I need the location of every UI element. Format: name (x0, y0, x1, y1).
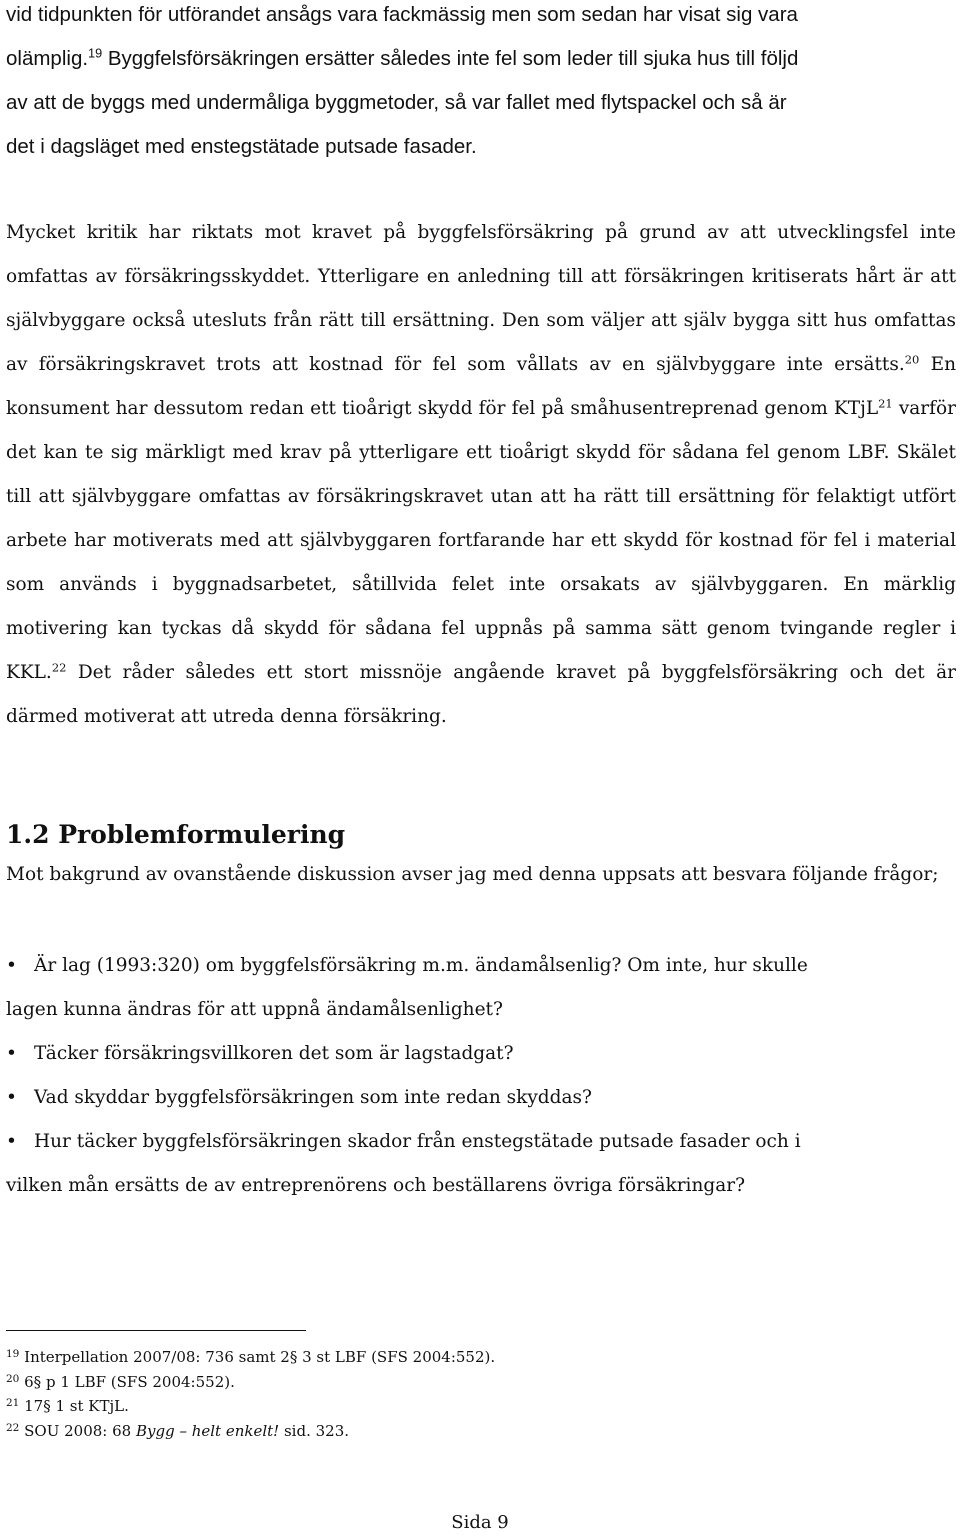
text-line: det i dagsläget med enstegstätade putsade fasader. (6, 135, 477, 158)
footnote-ref-19[interactable]: 19 (88, 45, 103, 61)
footnote-22: $^{22}$ SOU 2008: 68 Bygg – helt enkelt! sid. 323. (6, 1421, 350, 1440)
list-item: • Hur täcker byggfelsförsäkringen skador från enstegstätade putsade fasader och i vilken mån ersätts de av entreprenörens och beställarens övriga försäkringar? (6, 1120, 956, 1208)
footnote-19: $^{19}$ Interpellation 2007/08: 736 samt 2§ 3 st LBF (SFS 2004:552). (6, 1347, 496, 1366)
list-item: • Täcker försäkringsvillkoren det som är lagstadgat? (6, 1032, 956, 1076)
text-line: av att de byggs med undermåliga byggmetoder, så var fallet med flytspackel och så är (6, 91, 787, 114)
footnote-20: $^{20}$ 6§ p 1 LBF (SFS 2004:552). (6, 1372, 235, 1391)
top-paragraph (6, 0, 956, 169)
footnotes (6, 1345, 906, 1443)
footnote-ref-22[interactable]: 22 (51, 660, 67, 675)
footnote-ref-20[interactable]: 20 (904, 352, 920, 367)
footnote-21: $^{21}$ 17§ 1 st KTjL. (6, 1396, 129, 1415)
text-line: olämplig.$^{19}$ Byggfelsförsäkringen ersätter således inte fel som leder till sjuka hus till följd (6, 45, 799, 70)
section-intro: Mot bakgrund av ovanstående diskussion avser jag med denna uppsats att besvara följande frågor; (6, 864, 939, 885)
page-number: Sida 9 (451, 1512, 509, 1533)
footnote-divider (6, 1330, 306, 1331)
bullet-icon: • (6, 955, 17, 976)
body-paragraph: Mycket kritik har riktats mot kravet på byggfelsförsäkring på grund av att utvecklingsfel inte omfattas av försäkringsskyddet. Ytterligare en anledning till att försäkringen kritiserats hårt är att självbyggare också utesluts från rätt till ersättning. Den som väljer att själv bygga sitt hus omfattas av försäkringskravet trots att kostnad för fel som vållats av en självbyggare inte ersätts.$^{20}$ En konsument har dessutom redan ett tioårigt skydd för fel på småhusentreprenad genom KTjL$^{21}$ varför det kan te sig märkligt med krav på ytterligare ett tioårigt skydd för sådana fel genom LBF. Skälet till att självbyggare omfattas av försäkringskravet utan att ha rätt till ersättning för felaktigt utfört arbete har motiverats med att självbyggaren fortfarande har ett skydd för kostnad för fel i material som används i byggnadsarbetet, såtillvida felet inte orsakats av självbyggaren. En märklig motivering kan tyckas då skydd för sådana fel uppnås på samma sätt genom tvingande regler i KKL.$^{22}$ Det råder således ett stort missnöje angående kravet på byggfelsförsäkring och det är därmed motiverat att utreda denna försäkring. (6, 222, 956, 727)
bullet-icon: • (6, 1087, 17, 1108)
list-item: • Är lag (1993:320) om byggfelsförsäkring m.m. ändamålsenlig? Om inte, hur skulle lagen kunna ändras för att uppnå ändamålsenlighet? (6, 944, 956, 1032)
question-list (6, 944, 956, 1208)
text-line: vid tidpunkten för utförandet ansågs vara fackmässig men som sedan har visat sig vara (6, 3, 798, 26)
bullet-icon: • (6, 1131, 17, 1152)
bullet-icon: • (6, 1043, 17, 1064)
list-item: • Vad skyddar byggfelsförsäkringen som inte redan skyddas? (6, 1076, 956, 1120)
footnote-ref-21[interactable]: 21 (878, 396, 893, 411)
section-heading: 1.2 Problemformulering (6, 820, 346, 849)
